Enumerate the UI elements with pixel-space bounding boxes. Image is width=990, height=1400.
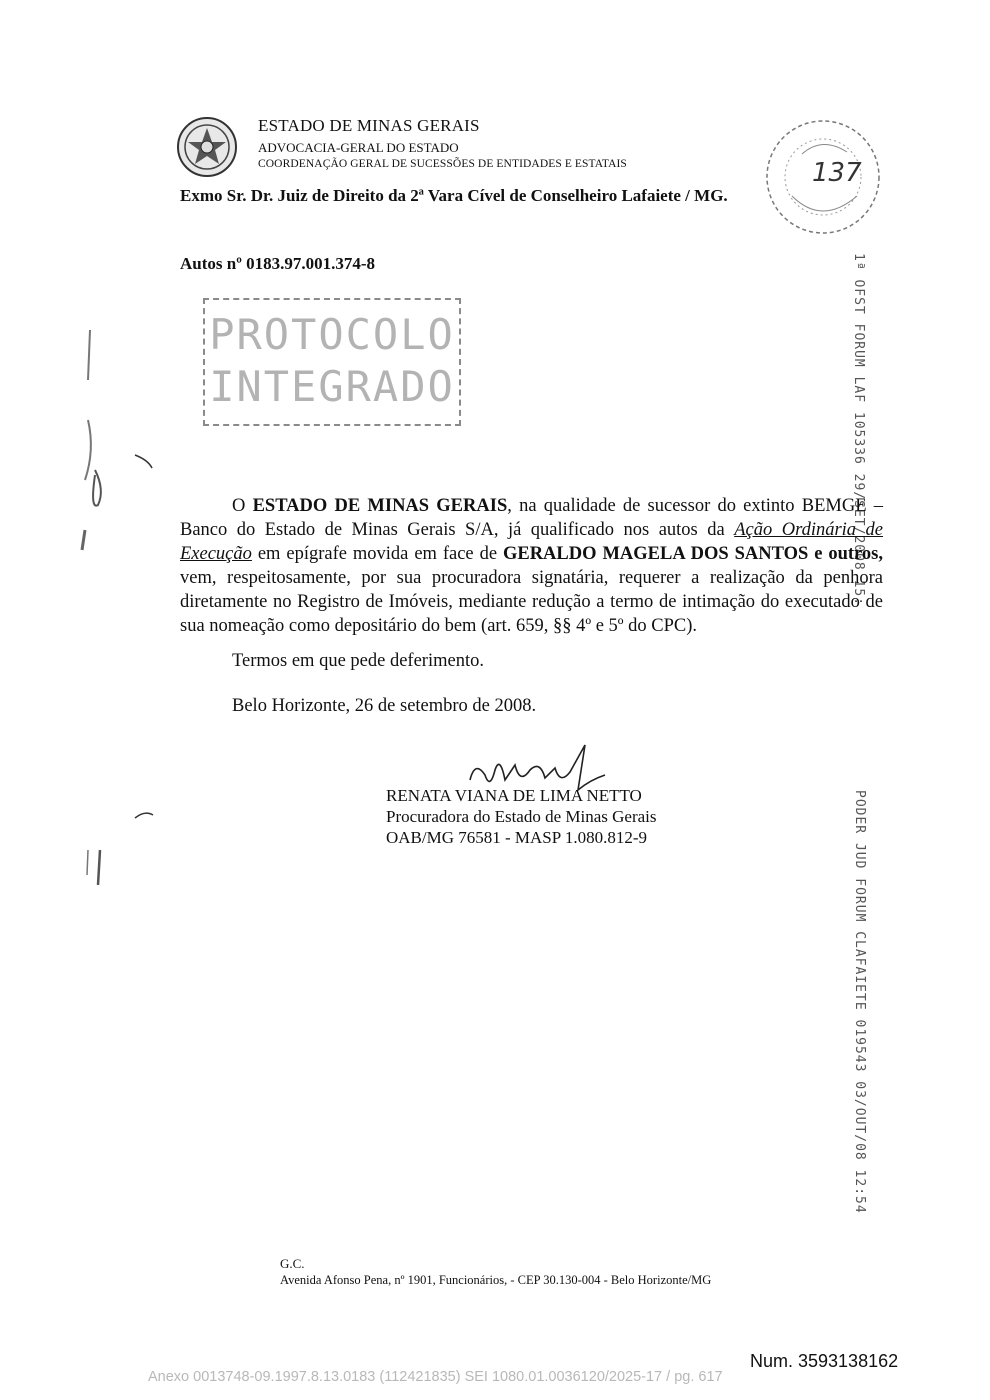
header-department: COORDENAÇÃO GERAL DE SUCESSÕES DE ENTIDADES E ESTATAIS: [258, 158, 627, 170]
signatory-registration: OAB/MG 76581 - MASP 1.080.812-9: [386, 828, 648, 847]
state-coat-of-arms-icon: [176, 116, 238, 178]
header-agency: ADVOCACIA-GERAL DO ESTADO: [258, 140, 459, 155]
margin-handwriting-marks: [60, 310, 180, 910]
closing-line: Termos em que pede deferimento.: [232, 651, 484, 671]
petition-body: [180, 494, 883, 638]
protocol-stamp: [203, 298, 461, 426]
protocol-stamp-line1: PROTOCOLO: [209, 310, 455, 359]
body-entity: ESTADO DE MINAS GERAIS: [252, 496, 508, 516]
header-state: ESTADO DE MINAS GERAIS: [258, 116, 480, 135]
body-text-b: , na qualidade de sucessor do extinto BEMGE – Banco do Estado de Minas Gerais S/A, já qualificado nos autos da: [180, 496, 883, 540]
round-stamp-number: 137: [812, 158, 862, 188]
body-defendant: GERALDO MAGELA DOS SANTOS e outros,: [502, 544, 883, 564]
place-date: Belo Horizonte, 26 de setembro de 2008.: [232, 696, 537, 716]
signatory-role: Procuradora do Estado de Minas Gerais: [386, 807, 657, 826]
body-text-a: O: [232, 496, 253, 516]
addressee: Exmo Sr. Dr. Juiz de Direito da 2ª Vara Cível de Conselheiro Lafaiete / MG.: [180, 186, 728, 205]
signatory-name: RENATA VIANA DE LIMA NETTO: [386, 786, 642, 805]
footer-address: Avenida Afonso Pena, nº 1901, Funcionários, - CEP 30.130-004 - Belo Horizonte/MG: [280, 1273, 712, 1287]
vertical-stamp-bottom: PODER JUD FORUM CLAFAIETE 019543 03/OUT/08 12:54: [852, 790, 867, 1214]
body-text-d: vem, respeitosamente, por sua procuradora signatária, requerer a realização da penhora diretamente no Registro de Imóveis, mediante redução a termo de intimação do executado de sua nomeação como depositário do bem (art. 659, §§ 4º e 5º do CPC).: [180, 568, 883, 636]
vertical-stamp-top: 1ª OFST FORUM LAF 105336 29/SET/2008 15:: [851, 253, 866, 607]
annex-watermark-line: Anexo 0013748-09.1997.8.13.0183 (112421835) SEI 1080.01.0036120/2025-17 / pg. 617: [148, 1369, 723, 1385]
protocol-stamp-line2: INTEGRADO: [209, 362, 455, 411]
signature-block: [386, 785, 686, 848]
document-number: Num. 3593138162: [750, 1351, 899, 1371]
footer-initials: G.C.: [280, 1256, 305, 1271]
case-number: Autos nº 0183.97.001.374-8: [180, 254, 375, 273]
body-action-title: Ação Ordinária de Execução: [180, 520, 884, 564]
body-text-c: em epígrafe movida em face de: [251, 544, 503, 564]
